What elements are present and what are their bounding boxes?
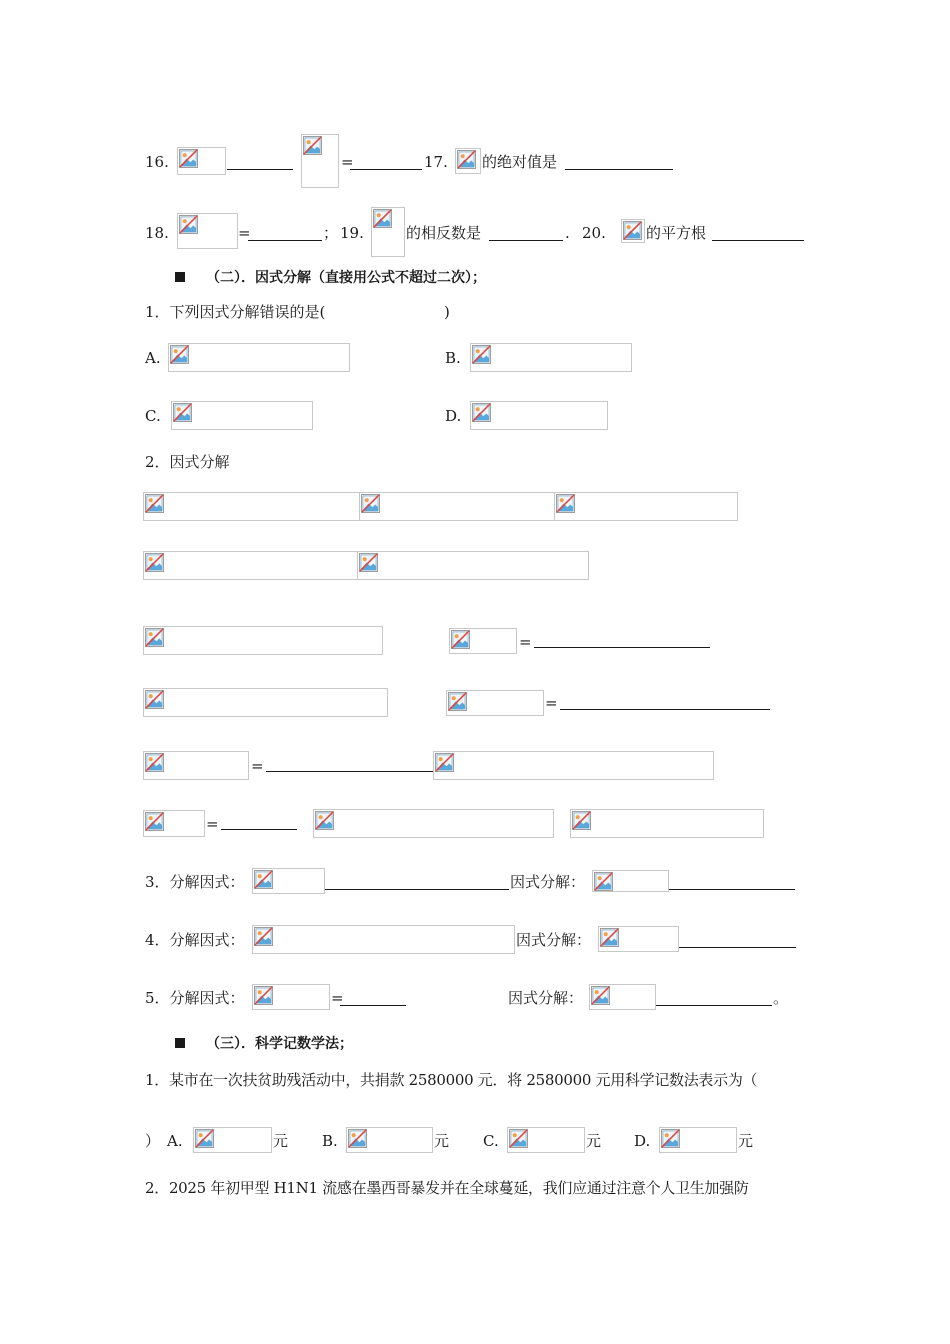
answer-blank[interactable] (565, 169, 673, 170)
option-d-image[interactable] (659, 1127, 737, 1153)
q18-equals: = (238, 224, 251, 242)
s2q5-stem2: 因式分解： (508, 989, 584, 1007)
formula-image (143, 688, 388, 717)
formula-image (359, 492, 555, 521)
unit-yuan: 元 (586, 1132, 602, 1150)
formula-image (143, 551, 358, 580)
formula-image (592, 870, 669, 892)
option-b-label: B. (445, 349, 461, 367)
broken-image-icon (254, 927, 273, 946)
q18-separator: ； (323, 224, 339, 242)
answer-blank[interactable] (489, 240, 563, 241)
answer-blank[interactable] (669, 889, 795, 890)
formula-image (177, 147, 226, 175)
answer-blank[interactable] (534, 647, 710, 648)
broken-image-icon (145, 812, 164, 831)
s2q1-stem: 1．下列因式分解错误的是( (145, 303, 326, 321)
q18-number: 18. (145, 224, 169, 242)
s3q1-stem: 1．某市在一次扶贫助残活动中，共捐款 2580000 元．将 2580000 元用科学记数法表示为（ (145, 1071, 758, 1089)
option-a-image[interactable] (168, 343, 350, 372)
option-c-label: C. (483, 1132, 499, 1150)
q16-equals: = (341, 153, 354, 171)
q19-number: 19. (340, 224, 364, 242)
broken-image-icon (254, 986, 273, 1005)
option-b-image[interactable] (470, 343, 632, 372)
broken-image-icon (448, 692, 467, 711)
broken-image-icon (145, 628, 164, 647)
broken-image-icon (623, 221, 642, 240)
broken-image-icon (600, 928, 619, 947)
broken-image-icon (509, 1129, 528, 1148)
s3q2-stem: 2．2025 年初甲型 H1N1 流感在墨西哥暴发并在全球蔓延，我们应通过注意个人卫生加强防 (145, 1179, 749, 1197)
broken-image-icon (359, 553, 378, 572)
section-bullet (175, 1038, 185, 1048)
q17-text: 的绝对值是 (482, 153, 558, 171)
formula-image (455, 148, 481, 174)
broken-image-icon (591, 986, 610, 1005)
broken-image-icon (170, 345, 189, 364)
q19-dot: . (565, 224, 570, 242)
formula-image (446, 690, 544, 716)
q16-number: 16. (145, 153, 169, 171)
q17-number: 17. (424, 153, 448, 171)
broken-image-icon (348, 1129, 367, 1148)
broken-image-icon (594, 872, 613, 891)
broken-image-icon (179, 215, 198, 234)
broken-image-icon (195, 1129, 214, 1148)
s2q3-stem: 3．分解因式： (145, 873, 245, 891)
answer-blank[interactable] (266, 771, 434, 772)
broken-image-icon (179, 149, 198, 168)
section3-heading: （三）．科学记数学法； (206, 1036, 353, 1052)
answer-blank[interactable] (340, 1005, 406, 1006)
broken-image-icon (145, 690, 164, 709)
broken-image-icon (303, 136, 322, 155)
formula-image (621, 219, 645, 243)
formula-image (449, 628, 517, 654)
s3q1-close: ） (145, 1132, 161, 1150)
option-a-label: A. (167, 1132, 183, 1150)
broken-image-icon (472, 403, 491, 422)
formula-image (570, 809, 764, 838)
s2q4-stem2: 因式分解： (516, 931, 592, 949)
option-c-image[interactable] (507, 1127, 585, 1153)
q20-number: 20. (582, 224, 606, 242)
formula-image (371, 207, 405, 257)
broken-image-icon (173, 403, 192, 422)
broken-image-icon (451, 630, 470, 649)
broken-image-icon (145, 753, 164, 772)
formula-image (252, 925, 515, 954)
unit-yuan: 元 (273, 1132, 289, 1150)
broken-image-icon (661, 1129, 680, 1148)
option-c-image[interactable] (171, 401, 313, 430)
broken-image-icon (472, 345, 491, 364)
broken-image-icon (435, 753, 454, 772)
answer-blank[interactable] (221, 829, 297, 830)
answer-blank[interactable] (248, 240, 322, 241)
option-c-label: C. (145, 407, 161, 425)
broken-image-icon (572, 811, 591, 830)
equals-sign: = (251, 757, 264, 775)
answer-blank[interactable] (350, 169, 422, 170)
formula-image (301, 134, 339, 188)
formula-image (433, 751, 714, 780)
section2-heading: （二）．因式分解（直接用公式不超过二次）； (206, 270, 486, 286)
formula-image (252, 868, 325, 894)
s2q5-end: 。 (773, 989, 789, 1007)
formula-image (143, 810, 205, 837)
option-d-label: D. (445, 407, 462, 425)
broken-image-icon (373, 209, 392, 228)
formula-image (177, 213, 238, 249)
answer-blank[interactable] (227, 169, 293, 170)
unit-yuan: 元 (434, 1132, 450, 1150)
q20-text: 的平方根 (646, 224, 707, 242)
s2q2-stem: 2．因式分解 (145, 453, 230, 471)
unit-yuan: 元 (738, 1132, 754, 1150)
option-b-label: B. (322, 1132, 338, 1150)
s2q1-close: ) (444, 303, 450, 321)
equals-sign: = (519, 633, 532, 651)
s2q3-stem2: 因式分解： (510, 873, 586, 891)
answer-blank[interactable] (656, 1005, 772, 1006)
broken-image-icon (315, 811, 334, 830)
answer-blank[interactable] (560, 709, 770, 710)
formula-image (143, 492, 360, 521)
option-a-label: A. (145, 349, 161, 367)
formula-image (554, 492, 738, 521)
formula-image (143, 751, 249, 780)
formula-image (589, 984, 656, 1010)
q19-text: 的相反数是 (406, 224, 482, 242)
formula-image (143, 626, 383, 655)
section-bullet (175, 272, 185, 282)
option-d-label: D. (634, 1132, 651, 1150)
option-b-image[interactable] (346, 1127, 433, 1153)
equals-sign: = (331, 989, 344, 1007)
s2q4-stem: 4．分解因式： (145, 931, 245, 949)
formula-image (598, 926, 679, 952)
option-a-image[interactable] (193, 1127, 272, 1153)
equals-sign: = (206, 815, 219, 833)
formula-image (252, 984, 330, 1010)
answer-blank[interactable] (679, 947, 796, 948)
formula-image (357, 551, 589, 580)
broken-image-icon (254, 870, 273, 889)
broken-image-icon (457, 150, 476, 169)
broken-image-icon (361, 494, 380, 513)
broken-image-icon (145, 553, 164, 572)
equals-sign: = (545, 694, 558, 712)
formula-image (313, 809, 554, 838)
s2q5-stem: 5．分解因式： (145, 989, 245, 1007)
broken-image-icon (145, 494, 164, 513)
broken-image-icon (556, 494, 575, 513)
answer-blank[interactable] (712, 240, 804, 241)
answer-blank[interactable] (325, 889, 509, 890)
option-d-image[interactable] (470, 401, 608, 430)
